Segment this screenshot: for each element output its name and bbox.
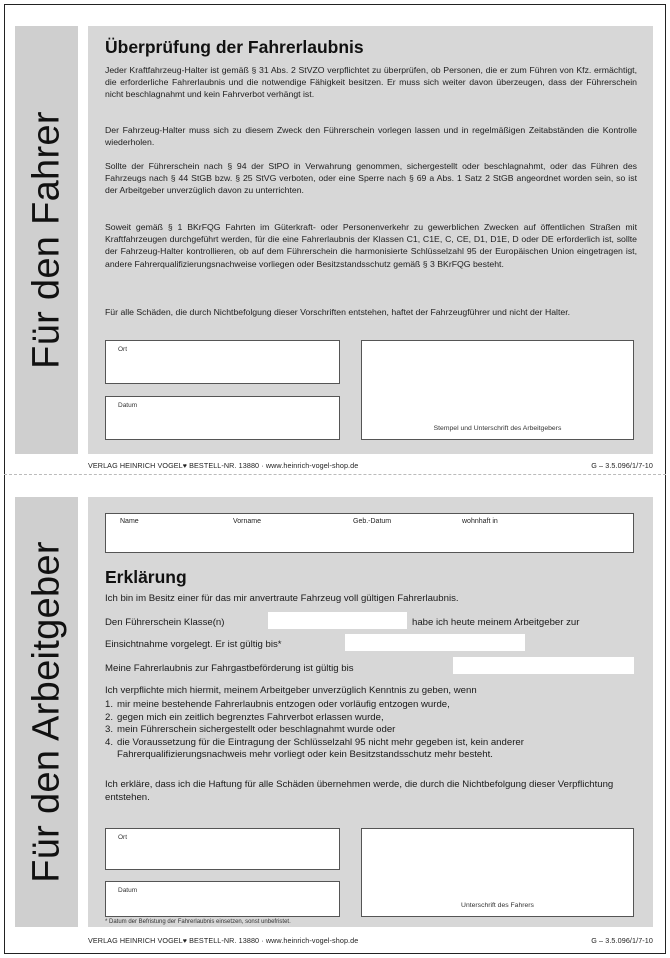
list-item-number: 3. bbox=[105, 724, 114, 736]
list-item bbox=[105, 724, 639, 737]
footer-driver bbox=[88, 461, 653, 470]
column-vorname: Vorname bbox=[233, 518, 262, 525]
footer-code: G – 3.5.096/1/7-10 bbox=[591, 936, 653, 945]
driver-ort-field[interactable] bbox=[105, 340, 340, 384]
obligation-list bbox=[105, 699, 639, 762]
stamp-caption: Stempel und Unterschrift des Arbeitgebers bbox=[433, 425, 562, 432]
valid-until-input[interactable] bbox=[345, 634, 525, 651]
footer-publisher: VERLAG HEINRICH VOGEL bbox=[88, 936, 183, 945]
employer-ort-field[interactable] bbox=[105, 828, 340, 870]
footer-employer bbox=[88, 936, 653, 945]
driver-paragraph-4: Soweit gemäß § 1 BKrFQG Fahrten im Güterkraft- oder Personenverkehr zu gewerblichen Zwecken auf öffentlichen Straßen mit Kraftfahrzeugen durchgeführt werden, für die eine Fahrerlaubnis der Klassen C1, C1E, C, CE, D1, D1E, D oder DE erforderlich ist, sollte der Fahrzeug-Halter kontrollieren, ob auf dem Führerschein die harmonisierte Schlüsselzahl 95 der Europäischen Union eingetragen ist, andere Fahrerqualifizierungsnachweise vorliegen oder Besitzstandsschutz gemäß § 3 BKrFQG besteht. bbox=[105, 222, 637, 269]
list-item-text: mein Führerschein sichergestellt oder beschlagnahmt wurde oder bbox=[117, 724, 396, 736]
side-label-employer bbox=[15, 497, 78, 927]
license-class-input[interactable] bbox=[268, 612, 407, 629]
employer-datum-label: Datum bbox=[118, 887, 138, 894]
list-item-number: 4. bbox=[105, 736, 114, 748]
list-item bbox=[105, 712, 639, 725]
footer-publisher-line bbox=[88, 936, 358, 945]
statement-line-2a: Den Führerschein Klasse(n) bbox=[105, 617, 225, 628]
driver-paragraph-1: Jeder Kraftfahrzeug-Halter ist gemäß § 31 Abs. 2 StVZO verpflichtet zu überprüfen, ob Personen, die er zum Führen von Kfz. ermächtigt, die erforderliche Fahrerlaubnis und die notwendige Fähigkeit besitzen. Er muss sich weiter davon überzeugen, dass der Führerschein nicht beschlagnahmt und kein Fahrverbot verhängt ist. bbox=[105, 65, 637, 100]
driver-datum-label: Datum bbox=[118, 402, 138, 409]
list-item-text: die Voraussetzung für die Eintragung der Schlüsselzahl 95 nicht mehr gegeben ist, kein anderer Fahrerqualifizierungsnachweis mehr vorliegt oder kein Besitzstandsschutz mehr besteht. bbox=[117, 736, 524, 761]
personal-data-field[interactable] bbox=[105, 513, 634, 553]
driver-paragraph-2: Der Fahrzeug-Halter muss sich zu diesem Zweck den Führerschein vorlegen lassen und in regelmäßigen Zeitabständen die Kontrolle wiederholen. bbox=[105, 125, 637, 148]
passenger-license-valid-input[interactable] bbox=[453, 657, 634, 674]
side-label-driver-text: Für den Fahrer bbox=[25, 111, 67, 369]
closing-statement: Ich erkläre, dass ich die Haftung für alle Schäden übernehmen werde, die durch die Nichtbefolgung dieser Verpflichtung entstehen. bbox=[105, 779, 614, 803]
employer-title: Erklärung bbox=[105, 567, 187, 587]
statement-line-5: Ich verpflichte mich hiermit, meinem Arbeitgeber unverzüglich Kenntnis zu geben, wenn bbox=[105, 685, 477, 696]
list-item-number: 2. bbox=[105, 711, 114, 723]
footer-order: BESTELL-NR. 13880 · www.heinrich-vogel-shop.de bbox=[189, 461, 359, 470]
heart-icon: ♥ bbox=[182, 938, 188, 945]
driver-ort-label: Ort bbox=[118, 346, 128, 353]
employer-stamp-signature-field[interactable] bbox=[361, 340, 634, 440]
employer-datum-field[interactable] bbox=[105, 881, 340, 917]
side-label-driver bbox=[15, 26, 78, 454]
list-item-text: gegen mich ein zeitlich begrenztes Fahrverbot erlassen wurde, bbox=[117, 711, 384, 723]
column-name: Name bbox=[120, 518, 139, 525]
statement-line-4: Meine Fahrerlaubnis zur Fahrgastbeförderung ist gültig bis bbox=[105, 663, 354, 674]
statement-line-3: Einsichtnahme vorgelegt. Er ist gültig bis* bbox=[105, 639, 282, 650]
column-geb-datum: Geb.-Datum bbox=[353, 518, 392, 525]
statement-line-2b: habe ich heute meinem Arbeitgeber zur bbox=[412, 617, 580, 628]
column-wohnhaft: wohnhaft in bbox=[462, 518, 498, 525]
driver-paragraph-3: Sollte der Führerschein nach § 94 der StPO in Verwahrung genommen, sichergestellt oder beschlagnahmt, oder das Führen des Fahrzeugs nach § 44 StGB bzw. § 25 StVG verboten, oder eine Sperre nach § 69 a Abs. 1 Satz 2 StGB angeordnet worden sein, so ist der Arbeitgeber unverzüglich davon zu unterrichten. bbox=[105, 161, 637, 196]
list-item-text: mir meine bestehende Fahrerlaubnis entzogen oder vorläufig entzogen wurde, bbox=[117, 699, 450, 710]
footer-publisher: VERLAG HEINRICH VOGEL bbox=[88, 461, 183, 470]
list-item bbox=[105, 699, 639, 712]
employer-ort-label: Ort bbox=[118, 834, 128, 841]
signature-caption: Unterschrift des Fahrers bbox=[461, 902, 534, 909]
employer-panel bbox=[88, 497, 653, 927]
list-item-number: 1. bbox=[105, 699, 114, 710]
list-item bbox=[105, 737, 639, 762]
cut-line bbox=[4, 474, 666, 475]
driver-paragraph-5: Für alle Schäden, die durch Nichtbefolgung dieser Vorschriften entstehen, haftet der Fahrzeugführer und nicht der Halter. bbox=[105, 307, 571, 317]
footer-publisher-line bbox=[88, 461, 358, 470]
driver-panel bbox=[88, 26, 653, 454]
footer-code: G – 3.5.096/1/7-10 bbox=[591, 461, 653, 470]
heart-icon: ♥ bbox=[182, 463, 188, 470]
footnote: * Datum der Befristung der Fahrerlaubnis einsetzen, sonst unbefristet. bbox=[105, 919, 291, 925]
driver-title: Überprüfung der Fahrerlaubnis bbox=[105, 37, 364, 57]
side-label-employer-text: Für den Arbeitgeber bbox=[25, 541, 67, 883]
statement-line-1: Ich bin im Besitz einer für das mir anvertraute Fahrzeug voll gültigen Fahrerlaubnis. bbox=[105, 593, 459, 604]
footer-order: BESTELL-NR. 13880 · www.heinrich-vogel-shop.de bbox=[189, 936, 359, 945]
driver-signature-field[interactable] bbox=[361, 828, 634, 917]
driver-datum-field[interactable] bbox=[105, 396, 340, 440]
